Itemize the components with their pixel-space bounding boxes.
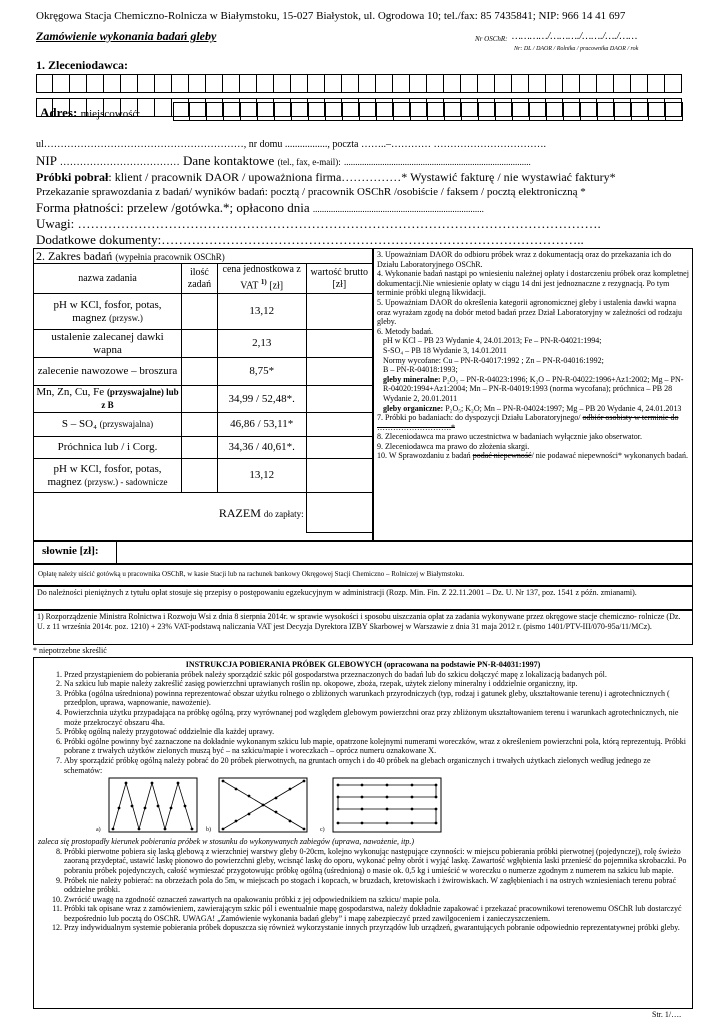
- row-gross-cell[interactable]: [306, 358, 372, 386]
- instructions-list: [38, 670, 688, 776]
- method-item: pH w KCl – PB 23 Wydanie 4, 24.01.2013; Fe – PN-R-04021:1994;: [383, 336, 602, 346]
- row-name-text: S – SO₄: [61, 418, 97, 430]
- row-qty-cell[interactable]: [182, 459, 218, 493]
- contact-field[interactable]: ...................................................................................: [344, 157, 531, 167]
- row-name-text: Mn, Zn, Cu, Fe: [36, 386, 105, 398]
- row-name-text: pH w KCl, fosfor, potas, magnez: [47, 462, 162, 488]
- strike-out-note: * niepotrzebne skreślić: [33, 646, 107, 655]
- row-qty-cell[interactable]: [182, 294, 218, 330]
- row-name: zalecenie nawozowe – broszura: [34, 358, 182, 386]
- sampled-by-label: Próbki pobrał: [36, 170, 109, 184]
- note-item: 8. Zleceniodawca ma prawo uczestnictwa w badaniach wyłącznie jako obserwator.: [377, 432, 642, 442]
- analyses-title-wrap: [36, 249, 225, 264]
- total-label: RAZEM: [218, 505, 261, 520]
- instruction-item: 11. Próbki tak opisane wraz z zamówieniem, zawierającym szkic pól i ewentualnie mapę gospodarstwa, należy dokładnie zapakować i przekazać pracownikowi terenowemu OSChR lub dostarczyć bezpośrednio lub pocztą do OSChR. UWAGA! „Zamówienie wykonania badań gleby” i mapę zabezpieczyć przed zawilgoceniem i zanieczyszczeniem.: [64, 904, 688, 923]
- instructions-box: [33, 657, 693, 1009]
- additional-docs-line[interactable]: Dodatkowe dokumenty:……………………………………………………………………………………..: [36, 232, 584, 247]
- scheme-b-diagram: [218, 777, 308, 833]
- row-price: 2,13: [217, 330, 306, 358]
- row-name-sub: (przyswajalne) lub z B: [101, 387, 179, 410]
- sampled-by-line[interactable]: [36, 170, 616, 185]
- row-name: [34, 413, 182, 437]
- instruction-item: 7. Aby sporządzić próbkę ogólną należy pobrać do 20 próbek pierwotnych, na gruntach ornych i do 40 próbek na glebach organicznych i trwałych użytkach zielonych według jednego ze schematów:: [64, 756, 688, 775]
- row-price: 34,99 / 52,48*.: [217, 386, 306, 413]
- method-item: S-SO₄ – PB 18 Wydanie 3, 14.01.2011: [383, 345, 507, 355]
- page-title: Zamówienie wykonania badań gleby: [36, 29, 217, 43]
- note7-struck: odbiór osobisty w terminie do ……………………….*: [377, 413, 679, 432]
- instruction-item: 2. Na szkicu lub mapie należy zakreślić zasięg powierzchni uprawianych roślin np. okopowe, zboża, rzepak, użytek zielony mineralny i oddzielnie organiczny, itp.: [64, 679, 688, 689]
- note-item[interactable]: [377, 451, 689, 461]
- table-row: [34, 413, 373, 437]
- row-name: Próchnica lub / i Corg.: [34, 437, 182, 459]
- order-number-label: Nr OSChR:: [475, 35, 508, 43]
- table-row: [34, 294, 373, 330]
- row-gross-cell[interactable]: [306, 459, 372, 493]
- contact-sub-label: (tel., fax, e-mail):: [277, 157, 341, 167]
- row-qty-cell[interactable]: [182, 386, 218, 413]
- row-gross-cell[interactable]: [306, 437, 372, 459]
- org-header-line: Okręgowa Stacja Chemiczno-Rolnicza w Białymstoku, 15-027 Białystok, ul. Ogrodowa 10; tel./fax: 85 7435841; NIP: 966 14 41 697: [36, 10, 626, 22]
- row-qty-cell[interactable]: [182, 358, 218, 386]
- instructions-title: INSTRUKCJA POBIERANIA PRÓBEK GLEBOWYCH (opracowana na podstawie PN-R-04031:1997): [185, 660, 541, 669]
- sampled-by-options[interactable]: : klient / pracownik DAOR / upoważniona firma……………* Wystawić fakturę / nie wystawiać faktury*: [108, 170, 616, 184]
- row-price: 8,75*: [217, 358, 306, 386]
- amount-in-words-box[interactable]: [33, 540, 693, 564]
- col-qty-header: ilość zadań: [182, 264, 218, 294]
- nip-field[interactable]: ………………………………: [59, 157, 180, 168]
- row-gross-cell[interactable]: [306, 294, 372, 330]
- methods-mineral: [377, 375, 689, 404]
- locality-grid[interactable]: [173, 102, 683, 121]
- note-item: 6. Metody badań.: [377, 326, 433, 336]
- note-item: 5. Upoważniam DAOR do określenia kategorii agronomicznej gleby i ustalenia dawki wapna oraz wyrażam zgodę na dobór metod badań przez Dział Laboratoryjny w zależności od rodzaju gleby.: [377, 297, 682, 327]
- table-row: [34, 330, 373, 358]
- scheme-c-label: c): [320, 827, 325, 834]
- analyses-table: [33, 263, 373, 533]
- row-gross-cell[interactable]: [306, 386, 372, 413]
- analyses-panel: [33, 248, 373, 542]
- table-row: [34, 437, 373, 459]
- row-price: 34,36 / 40,61*.: [217, 437, 306, 459]
- scheme-b-label: b): [206, 827, 211, 834]
- instruction-item: 5. Próbkę ogólną należy przygotować oddzielnie dla każdej uprawy.: [64, 727, 688, 737]
- col-gross-header: wartość brutto [zł]: [306, 264, 372, 294]
- note10-rest: / nie podawać niepewności* wykonanych badań.: [531, 451, 688, 461]
- payment-date-field[interactable]: ............................................................................: [312, 204, 484, 214]
- amount-in-words-label: słownie [zł]:: [42, 545, 99, 557]
- note-item: 9. Zleceniodawca ma prawo do złożenia skargi.: [377, 441, 530, 451]
- row-name-sub: (przyswajalna): [99, 419, 154, 429]
- scheme-caption: zaleca się prostopadły kierunek pobierania próbek w stosunku do wykonywanych zabiegów (uprawa, nawożenie, itp.): [38, 837, 415, 847]
- row-price: 13,12: [217, 294, 306, 330]
- table-row: [34, 358, 373, 386]
- row-name: [34, 386, 182, 413]
- note-item: 4. Wykonanie badań nastąpi po wniesieniu należnej opłaty i dostarczeniu próbek oraz kompletnej dokumentacji.Nie wniesienie opłaty w ciągu 14 dni jest jednoznaczne z rezygnacją. Po tym terminie próbki ulegną likwidacji.: [377, 269, 689, 298]
- row-gross-cell[interactable]: [306, 330, 372, 358]
- row-name-sub: (przysw.) - sadownicze: [84, 476, 168, 487]
- table-row: [34, 386, 373, 413]
- instruction-item: 12. Przy indywidualnym systemie pobierania próbek dopuszcza się również wykorzystanie innych przyrządów lub urządzeń, gwarantujących pobranie odpowiednio reprezentatywnej próbki gleby.: [64, 923, 688, 933]
- instruction-item: 10. Zwrócić uwagę na zgodność oznaczeń zawartych na opakowaniu próbki z jej odpowiednikiem na szkicu/ mapie pola.: [64, 895, 688, 905]
- address-label-wrap: [40, 105, 140, 121]
- methods-organic-label: gleby organiczne:: [383, 403, 444, 413]
- instruction-item: 1. Przed przystąpieniem do pobierania próbek należy sporządzić szkic pól gospodarstwa przeznaczonych do badań lub do szkicu dołączyć mapę z lokalizacją badanych pól.: [64, 670, 688, 680]
- page-number: Str. 1/….: [652, 1010, 682, 1019]
- row-name: ustalenie zalecanej dawki wapna: [34, 330, 182, 358]
- total-sub: do zapłaty:: [263, 508, 304, 519]
- sampling-schemes: [38, 775, 688, 837]
- payment-info-box: Opłatę należy uiścić gotówką u pracownika OSChR, w kasie Stacji lub na rachunek bankowy Okręgowej Stacji Chemiczno – Rolniczej w Białymstoku.: [33, 564, 693, 586]
- methods-organic-text: P₂O₅; K₂O; Mn – PN-R-04024:1997; Mg – PB 20 Wydanie 4, 24.01.2013: [445, 403, 682, 413]
- instruction-item: 6. Próbki ogólne powinny być zaznaczone na dokładnie wykonanym szkicu lub mapie, opatrzone kolejnymi numerami woreczków, wraz z określeniem powierzchni pola, którą reprezentują. Próbki pobrane z trwałych użytków zielonych muszą być – na szkicu/mapie i woreczkach – oprócz numeru oznakowane X.: [64, 737, 688, 756]
- contact-label: Dane kontaktowe: [182, 153, 275, 168]
- row-name: [34, 294, 182, 330]
- scheme-a-diagram: [108, 777, 198, 833]
- instruction-item: 8. Próbki pierwotne pobiera się laską glebową z wierzchniej warstwy gleby 0-20cm, kolejno wykonując następujące czynności: w miejscu pobierania próbki pierwotnej (pojedynczej), rolę świeżo zaoraną przydeptać, ustawić laskę pionowo do powierzchni gleby, wcisnąć laskę do oporu, wykonać pełny obrót i wyjąć laskę. Zawartość wgłębienia laski przenieść do pojemnika skrobaczki. Po pobraniu próbek pojedynczych, całość wymieszać przygotowując próbkę ogólną (uśrednioną) o masie ok. 0,5 kg i umieścić w woreczku o numerze zgodnym z numerem na szkicu lub mapie.: [64, 847, 688, 876]
- methods-mineral-label: gleby mineralne:: [383, 374, 441, 384]
- row-price: 46,86 / 53,11*: [217, 413, 306, 437]
- row-price: 13,12: [217, 459, 306, 493]
- method-item: B – PN-R-04018:1993;: [383, 365, 458, 375]
- col-name-header: nazwa zadania: [34, 264, 182, 294]
- scheme-c-diagram: [332, 777, 442, 833]
- instructions-list-2: [38, 847, 688, 933]
- total-value-cell[interactable]: [306, 493, 372, 533]
- nip-label: NIP: [36, 153, 57, 168]
- words-divider: [116, 541, 117, 563]
- client-section-title: 1. Zleceniodawca:: [36, 58, 128, 72]
- note10-text: 10. W Sprawozdaniu z badań: [377, 451, 471, 461]
- payment-line[interactable]: [36, 200, 484, 216]
- note10-struck: podać niepewność: [472, 451, 532, 461]
- analyses-title: 2. Zakres badań: [36, 249, 113, 263]
- analyses-header-row: [34, 264, 373, 294]
- col-price-label: cena jednostkowa z VAT: [222, 264, 301, 292]
- address-label: Adres:: [40, 105, 78, 120]
- instruction-item: 9. Próbek nie należy pobierać: na obrzeżach pola do 5m, w miejscach po stogach i kopcach, w bruzdach, kretowiskach i żwirowiskach. W zagłębieniach i na ostrych wzniesieniach terenu pobrać oddzielne próbki.: [64, 876, 688, 895]
- row-name: [34, 459, 182, 493]
- street-line[interactable]: ul……………………………………………………, nr domu ................., poczta ……..–………… …………………………….: [36, 139, 546, 150]
- row-gross-cell[interactable]: [306, 413, 372, 437]
- row-name-text: pH w KCl, fosfor, potas, magnez: [53, 298, 162, 324]
- report-delivery-line[interactable]: Przekazanie sprawozdania z badań/ wyników badań: pocztą / pracownik OSChR /osobiście / faksem / pocztą elektroniczną *: [36, 186, 586, 198]
- instruction-item: 4. Powierzchnia użytku przypadająca na próbkę ogólną, przy wyrównanej pod względem glebowym powierzchni oraz przy zbliżonym ukształtowaniem terenu i warunkach agrotechnicznych, nie może przekroczyć obszaru 4ha.: [64, 708, 688, 727]
- remarks-line[interactable]: Uwagi: ………………………………………………………………………………………………………….: [36, 216, 601, 231]
- instruction-item: 3. Próbka (ogólna uśredniona) powinna reprezentować obszar użytku rolnego o zbliżonych warunkach przyrodniczych (typ, rodzaj i gatunek gleby, ukształtowanie terenu) i agrotechnicznych ( przedplon, uprawa, wapnowanie, nawożenie).: [64, 689, 688, 708]
- total-row: [34, 493, 373, 533]
- methods-organic: [377, 404, 689, 414]
- legal-note-2: 1) Rozporządzenie Ministra Rolnictwa i Rozwoju Wsi z dnia 8 sierpnia 2014r. w sprawie wysokości i sposobu uiszczania opłat za zadania wykonywane przez okręgowe stacje chemiczno- rolnicze (Dz. U. z 11 września 2014r. poz. 1210) + 23% VAT-podstawą naliczania VAT jest Decyzja Dyrektora IZBY Skarbowej w Warszawie z dnia 31 maja 2012 r. (pismo 1401/PTV-III/070-95a/11/MCz).: [33, 610, 693, 645]
- note-item[interactable]: [377, 413, 689, 432]
- legal-note-1: Do należności pieniężnych z tytułu opłat stosuje się przepisy o postępowaniu egzekucyjnym w administracji (Rozp. Min. Fin. Z 22.11.2001 – Dz. U. Nr 137, poz. 1541 z późn. zmianami).: [33, 586, 693, 610]
- row-qty-cell[interactable]: [182, 413, 218, 437]
- nip-contact-line: [36, 153, 531, 169]
- row-name-sub: (przysw.): [109, 312, 143, 323]
- total-label-cell: [34, 493, 307, 533]
- order-number-field[interactable]: …………/………./……./…./……: [512, 31, 638, 42]
- notes-panel: [373, 248, 693, 542]
- row-qty-cell[interactable]: [182, 330, 218, 358]
- method-item: Normy wycofane: Cu – PN-R-04017:1992 ; Zn – PN-R-04016:1992;: [383, 355, 604, 365]
- order-number-legend: Nr: DL / DAOR / Rolnika / pracownika DAOR / rok: [514, 46, 639, 52]
- analyses-sub: (wypełnia pracownik OSChR): [115, 252, 225, 262]
- table-row: [34, 459, 373, 493]
- note7-text: 7. Próbki po badaniach: do dyspozycji Działu Laboratoryjnego/: [377, 413, 581, 423]
- methods-mineral-text: P₂O₅ – PN-R-04023:1996; K₂O – PN-R-04022:1996+Az1:2002; Mg – PN-R-04020:1994+Az1:2004; Mn – PN-R-04019:1993 (norma wycofana); próchnica – PB 28 Wydanie 2, 20.01.2011: [383, 374, 684, 403]
- payment-options[interactable]: Forma płatności: przelew /gotówka.*; opłacono dnia: [36, 200, 310, 215]
- note-item: 3. Upoważniam DAOR do odbioru próbek wraz z dokumentacją oraz do przekazania ich do Działu Laboratoryjnego OSChR.: [377, 250, 672, 269]
- col-price-header: [217, 264, 306, 294]
- methods-list: [377, 336, 689, 374]
- client-name-grid-1[interactable]: [36, 74, 682, 93]
- row-qty-cell[interactable]: [182, 437, 218, 459]
- address-sub-label: miejscowość:: [80, 108, 141, 120]
- scheme-a-label: a): [96, 827, 101, 834]
- col-price-footnote: 1): [260, 278, 267, 287]
- col-price-unit: [zł]: [269, 280, 284, 292]
